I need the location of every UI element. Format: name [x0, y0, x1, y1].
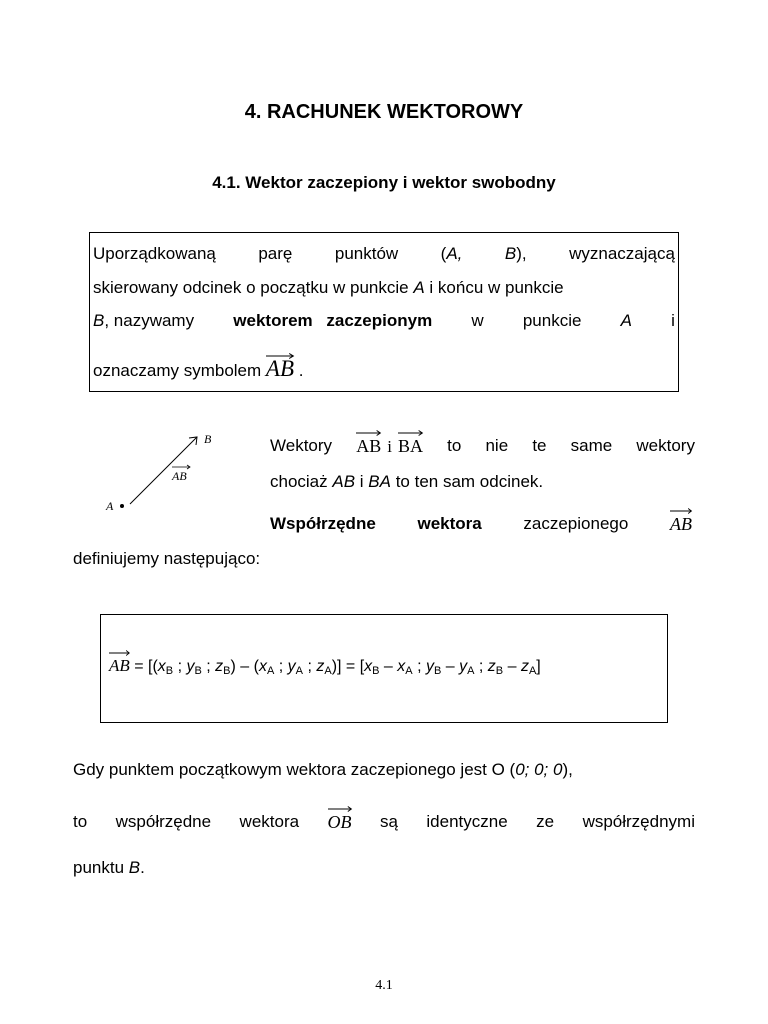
side-line-3: Współrzędne wektora zaczepionego AB [270, 514, 692, 534]
arrow-icon [266, 353, 294, 359]
word: parę [258, 244, 293, 263]
word: B), [504, 244, 527, 263]
page-title: 4. RACHUNEK WEKTOROWY [244, 101, 524, 123]
diagram-label-a: A [106, 499, 114, 513]
vector-ab: AB [670, 514, 692, 534]
word: (A, [440, 244, 463, 263]
vector-ab: AB [266, 359, 294, 379]
side-line-1: Wektory AB i BA to nie te same wektory [270, 436, 695, 457]
section-subtitle: 4.1. Wektor zaczepiony i wektor swobodny [212, 173, 556, 192]
vector-ab: AB [109, 656, 130, 676]
word: Uporządkowaną [93, 244, 216, 263]
definition-line-3: B, nazywamy wektorem zaczepionym w punkcie A i [93, 311, 675, 330]
para-line-1: Gdy punktem początkowym wektora zaczepionego jest O (0; 0; 0), [73, 760, 573, 779]
definition-line-4: oznaczamy symbolem AB . [93, 359, 303, 381]
bold-term: wektorem zaczepionym [233, 311, 433, 330]
definition-line-2: skierowany odcinek o początku w punkcie A i końcu w punkcie [93, 278, 564, 297]
para-line-2: to współrzędne wektora OB są identyczne ze współrzędnymi [73, 812, 695, 832]
definition-line-1 [93, 244, 675, 264]
diagram-label-vec: AB [172, 469, 187, 483]
vector-ab: AB [356, 436, 381, 456]
word: punktów [334, 244, 399, 263]
word: wyznaczającą [569, 244, 675, 263]
side-line-2: chociaż AB i BA to ten sam odcinek. [270, 472, 544, 491]
vector-ba: BA [398, 436, 423, 456]
para-line-3: punktu B. [73, 858, 145, 877]
diagram-label-b: B [204, 432, 212, 446]
side-line-4: definiujemy następująco: [73, 549, 261, 568]
vector-ob: OB [328, 812, 352, 832]
coordinate-formula: AB = [($x_B$ ; $y_B$ ; $z_B) - (x_A$ ; $y_A$ ; $z_A)] = [x_B - x_A$ ; $y_B - y_A$ ; $z_B - z_A$] [109, 656, 541, 681]
page-number: 4.1 [375, 978, 393, 993]
